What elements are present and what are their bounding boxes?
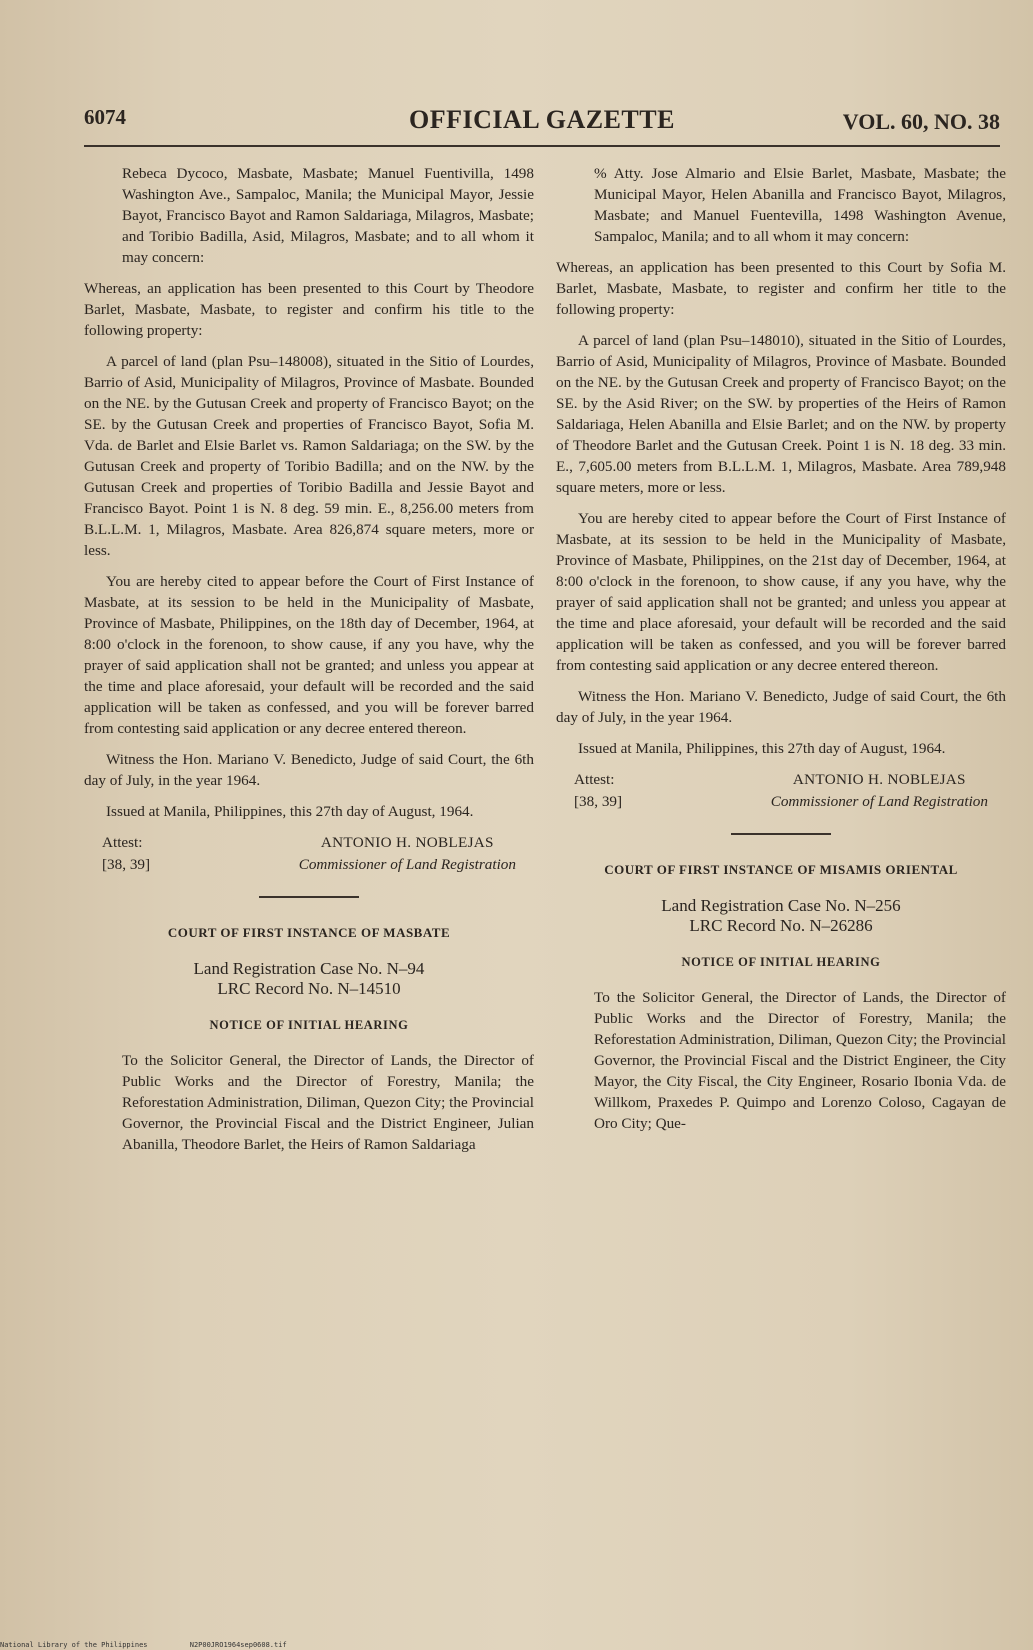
gazette-title: OFFICIAL GAZETTE: [409, 105, 675, 134]
notice-heading: NOTICE OF INITIAL HEARING: [681, 955, 881, 969]
court-heading: COURT OF FIRST INSTANCE OF MISAMIS ORIENTAL: [604, 862, 958, 877]
attest-label: Attest:: [102, 834, 143, 851]
property-description: A parcel of land (plan Psu–148010), situated in the Sitio of Lourdes, Barrio of Asid, Municipality of Milagros, Province of Masbate. Bounded on the NE. by the Gutusan Creek and property of Francisco Bayot; on the SE. by the Asid River; on the SW. by properties of the Heirs of Ramon Saldariaga, Helen Abanilla and Elsie Barlet; and on the NW. by property of Theodore Barlet and the Gutusan Creek. Point 1 is N. 18 deg. 33 min. E., 7,605.00 meters from B.L.L.M. 1, Milagros, Masbate. Area 789,948 square meters, more or less.: [556, 332, 1006, 496]
witness-paragraph: Witness the Hon. Mariano V. Benedicto, Judge of said Court, the 6th day of July, in the year 1964.: [84, 751, 534, 789]
signatory-block: [771, 769, 988, 813]
library-credit: National Library of the Philippines: [0, 1641, 148, 1649]
whereas-paragraph: Whereas, an application has been presented to this Court by Theodore Barlet, Masbate, Masbate, to register and confirm his title to the following property:: [84, 280, 534, 339]
attest-reference: [38, 39]: [102, 856, 151, 873]
attest-reference: [38, 39]: [574, 793, 623, 810]
case-number: Land Registration Case No. N–94: [193, 959, 425, 978]
record-number: LRC Record No. N–26286: [689, 916, 873, 935]
attestation: [84, 832, 534, 878]
citation-paragraph: You are hereby cited to appear before the Court of First Instance of Masbate, at its session to be held in the Municipality of Masbate, Province of Masbate, Philippines, on the 18th day of December, 1964, at 8:00 o'clock in the forenoon, to show cause, if any you have, why the prayer of said application shall not be granted; and unless you appear at the time and place aforesaid, your default will be recorded and the said application will be taken as confessed, and you will be forever barred from contesting said application or any decree entered thereon.: [84, 573, 534, 737]
issued-date: Issued at Manila, Philippines, this 27th day of August, 1964.: [106, 803, 474, 820]
page-number: 6074: [84, 105, 126, 129]
archive-footer: [0, 1640, 1033, 1650]
case-number: Land Registration Case No. N–256: [661, 896, 901, 915]
signatory-name: ANTONIO H. NOBLEJAS: [792, 771, 966, 788]
attest-label-block: [102, 832, 150, 876]
section-divider: [731, 833, 831, 835]
case-heading: [84, 959, 534, 999]
signatory-name: ANTONIO H. NOBLEJAS: [320, 834, 494, 851]
notice-heading: NOTICE OF INITIAL HEARING: [209, 1018, 409, 1032]
section-divider: [259, 896, 359, 898]
notice-recipients: To the Solicitor General, the Director of Lands, the Director of Public Works and the Director of Forestry, Manila; the Reforestation Administration, Diliman, Quezon City; the Provincial Governor, the Provincial Fiscal and the District Engineer, Julian Abanilla, Theodore Barlet, the Heirs of Ramon Saldariaga: [122, 1052, 534, 1153]
court-heading: COURT OF FIRST INSTANCE OF MASBATE: [167, 925, 451, 940]
issued-date: Issued at Manila, Philippines, this 27th day of August, 1964.: [578, 740, 946, 757]
citation-paragraph: You are hereby cited to appear before the Court of First Instance of Masbate, at its session to be held in the Municipality of Masbate, Province of Masbate, Philippines, on the 21st day of December, 1964, at 8:00 o'clock in the forenoon, to show cause, if any you have, why the prayer of said application shall not be granted; and unless you appear at the time and place aforesaid, your default will be recorded and the said application will be taken as confessed, and you will be forever barred from contesting said application or any decree entered thereon.: [556, 510, 1006, 674]
volume-number: VOL. 60, NO. 38: [842, 109, 1000, 134]
signatory-title: Commissioner of Land Registration: [298, 856, 516, 873]
addressees-intro: Rebeca Dycoco, Masbate, Masbate; Manuel Fuentivilla, 1498 Washington Ave., Sampaloc, Manila; the Municipal Mayor, Jessie Bayot, Francisco Bayot and Ramon Saldariaga, Milagros, Masbate; and Toribio Badilla, Asid, Milagros, Masbate; and to all whom it may concern:: [122, 165, 534, 266]
notice-recipients: To the Solicitor General, the Director of Lands, the Director of Public Works and the Director of Forestry, Manila; the Reforestation Administration, Diliman, Quezon City; the Provincial Governor, the Provincial Fiscal and the District Engineer, the City Mayor, the City Fiscal, the City Engineer, Rosario Ibonia Vda. de Willkom, Praxedes P. Quimpo and Lorenzo Coloso, Cagayan de Oro City; Que-: [594, 989, 1006, 1132]
witness-paragraph: Witness the Hon. Mariano V. Benedicto, Judge of said Court, the 6th day of July, in the year 1964.: [556, 688, 1006, 726]
case-heading: [556, 896, 1006, 936]
addressees-intro: % Atty. Jose Almario and Elsie Barlet, Masbate, Masbate; the Municipal Mayor, Helen Abanilla and Francisco Bayot, Milagros, Masbate; and Manuel Fuentevilla, 1498 Washington Avenue, Sampaloc, Manila; and to all whom it may concern:: [594, 165, 1006, 245]
signatory-title: Commissioner of Land Registration: [770, 793, 988, 810]
right-column: [556, 163, 1006, 1144]
page-header: [84, 105, 1000, 145]
record-number: LRC Record No. N–14510: [217, 979, 401, 998]
left-column: [84, 163, 534, 1165]
whereas-paragraph: Whereas, an application has been presented to this Court by Sofia M. Barlet, Masbate, Masbate, to register and confirm her title to the following property:: [556, 259, 1006, 318]
attestation: [556, 769, 1006, 815]
header-rule: [84, 145, 1000, 147]
attest-label: Attest:: [574, 771, 615, 788]
attest-label-block: [574, 769, 622, 813]
signatory-block: [299, 832, 516, 876]
property-description: A parcel of land (plan Psu–148008), situated in the Sitio of Lourdes, Barrio of Asid, Municipality of Milagros, Province of Masbate. Bounded on the NE. by the Gutusan Creek and property of Francisco Bayot; on the SE. by the Gutusan Creek and properties of Francisco Bayot, Sofia M. Vda. de Barlet and Elsie Barlet vs. Ramon Saldariaga; on the SW. by the Gutusan Creek and property of Toribio Badilla; and on the NW. by the Gutusan Creek and properties of Toribio Badilla and Jessie Bayot and Francisco Bayot. Point 1 is N. 8 deg. 59 min. E., 8,256.00 meters from B.L.L.M. 1, Milagros, Masbate. Area 826,874 square meters, more or less.: [84, 353, 534, 559]
source-file: N2P00JRO1964sep0608.tif: [189, 1641, 287, 1649]
